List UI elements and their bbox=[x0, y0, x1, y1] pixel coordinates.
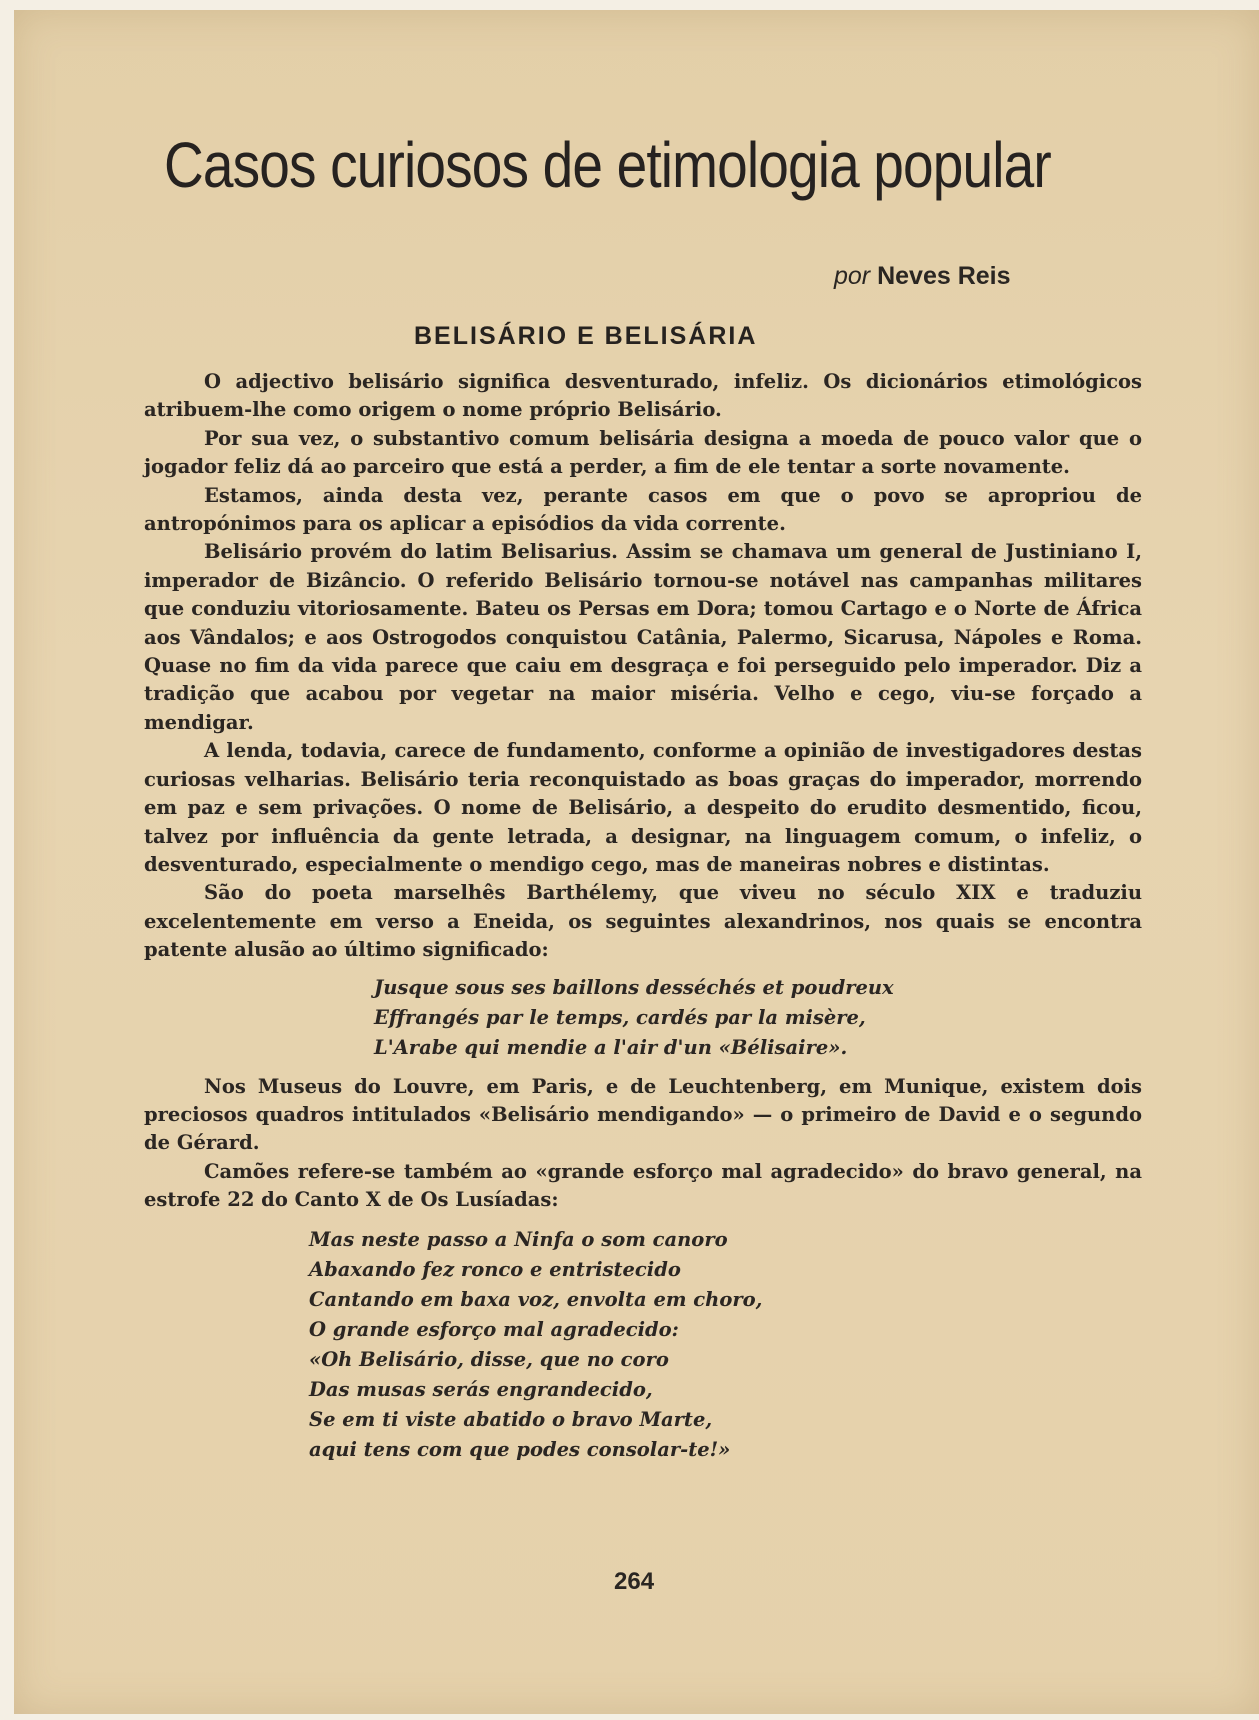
verse-line: Mas neste passo a Ninfa o som canoro bbox=[309, 1227, 728, 1251]
verse-line: Jusque sous ses baillons desséchés et poudreux bbox=[374, 975, 894, 999]
verse-line: L'Arabe qui mendie a l'air d'un «Bélisaire». bbox=[374, 1035, 848, 1059]
byline-prefix: por bbox=[834, 262, 871, 290]
paragraph: Belisário provém do latim Belisarius. Assim se chamava um general de Justiniano I, imperador de Bizâncio. O referido Belisário tornou-se notável nas campanhas militares que conduziu vitoriosamente. Bateu os Persas em Dora; tomou Cartago e o Norte de África aos Vândalos; e aos Ostrogodos conquistou Catânia, Palermo, Sicarusa, Nápoles e Roma. Quase no fim da vida parece que caiu em desgraça e foi perseguido pelo imperador. Diz a tradição que acabou por vegetar na maior miséria. Velho e cego, viu-se forçado a mendigar. bbox=[144, 540, 1142, 734]
paragraph: São do poeta marselhês Barthélemy, que viveu no século XIX e traduziu excelentemente em verso a Eneida, os seguintes alexandrinos, nos quais se encontra patente alusão ao último significado: bbox=[144, 881, 1142, 962]
french-verse-quote bbox=[374, 973, 1142, 1063]
camoes-verse-quote bbox=[309, 1225, 1142, 1465]
section-heading: BELISÁRIO E BELISÁRIA bbox=[414, 322, 758, 350]
article-body bbox=[144, 368, 1142, 1469]
verse-line: O grande esforço mal agradecido: bbox=[309, 1317, 679, 1341]
document-page bbox=[14, 10, 1259, 1714]
byline bbox=[834, 262, 1011, 291]
verse-line: Cantando em baxa voz, envolta em choro, bbox=[309, 1287, 763, 1311]
verse-line: Se em ti viste abatido o bravo Marte, bbox=[309, 1407, 713, 1431]
page-number: 264 bbox=[614, 1568, 655, 1595]
verse-line: Das musas serás engrandecido, bbox=[309, 1377, 653, 1401]
paragraph: O adjectivo belisário significa desventurado, infeliz. Os dicionários etimológicos atribuem-lhe como origem o nome próprio Belisário. bbox=[144, 370, 1142, 422]
byline-author: Neves Reis bbox=[877, 262, 1011, 290]
paragraph: Camões refere-se também ao «grande esforço mal agradecido» do bravo general, na estrofe 22 do Canto X de Os Lusíadas: bbox=[144, 1159, 1142, 1212]
paragraph: Nos Museus do Louvre, em Paris, e de Leuchtenberg, em Munique, existem dois preciosos quadros intitulados «Belisário mendigando» — o primeiro de David e o segundo de Gérard. bbox=[144, 1074, 1142, 1155]
article-title: Casos curiosos de etimologia popular bbox=[164, 129, 1051, 201]
paragraph: Estamos, ainda desta vez, perante casos em que o povo se apropriou de antropónimos para os aplicar a episódios da vida corrente. bbox=[144, 483, 1142, 536]
verse-line: aqui tens com que podes consolar-te!» bbox=[309, 1437, 731, 1461]
paragraph: Por sua vez, o substantivo comum belisária designa a moeda de pouco valor que o jogador feliz dá ao parceiro que está a perder, a fim de ele tentar a sorte novamente. bbox=[144, 426, 1142, 479]
verse-line: Abaxando fez ronco e entristecido bbox=[309, 1257, 681, 1281]
verse-line: Effrangés par le temps, cardés par la misère, bbox=[374, 1005, 866, 1029]
verse-line: «Oh Belisário, disse, que no coro bbox=[309, 1347, 669, 1371]
paragraph: A lenda, todavia, carece de fundamento, conforme a opinião de investigadores destas curiosas velharias. Belisário teria reconquistado as boas graças do imperador, morrendo em paz e sem privações. O nome de Belisário, a despeito do erudito desmentido, ficou, talvez por influência da gente letrada, a designar, na linguagem comum, o infeliz, o desventurado, especialmente o mendigo cego, mas de maneiras nobres e distintas. bbox=[144, 739, 1142, 876]
